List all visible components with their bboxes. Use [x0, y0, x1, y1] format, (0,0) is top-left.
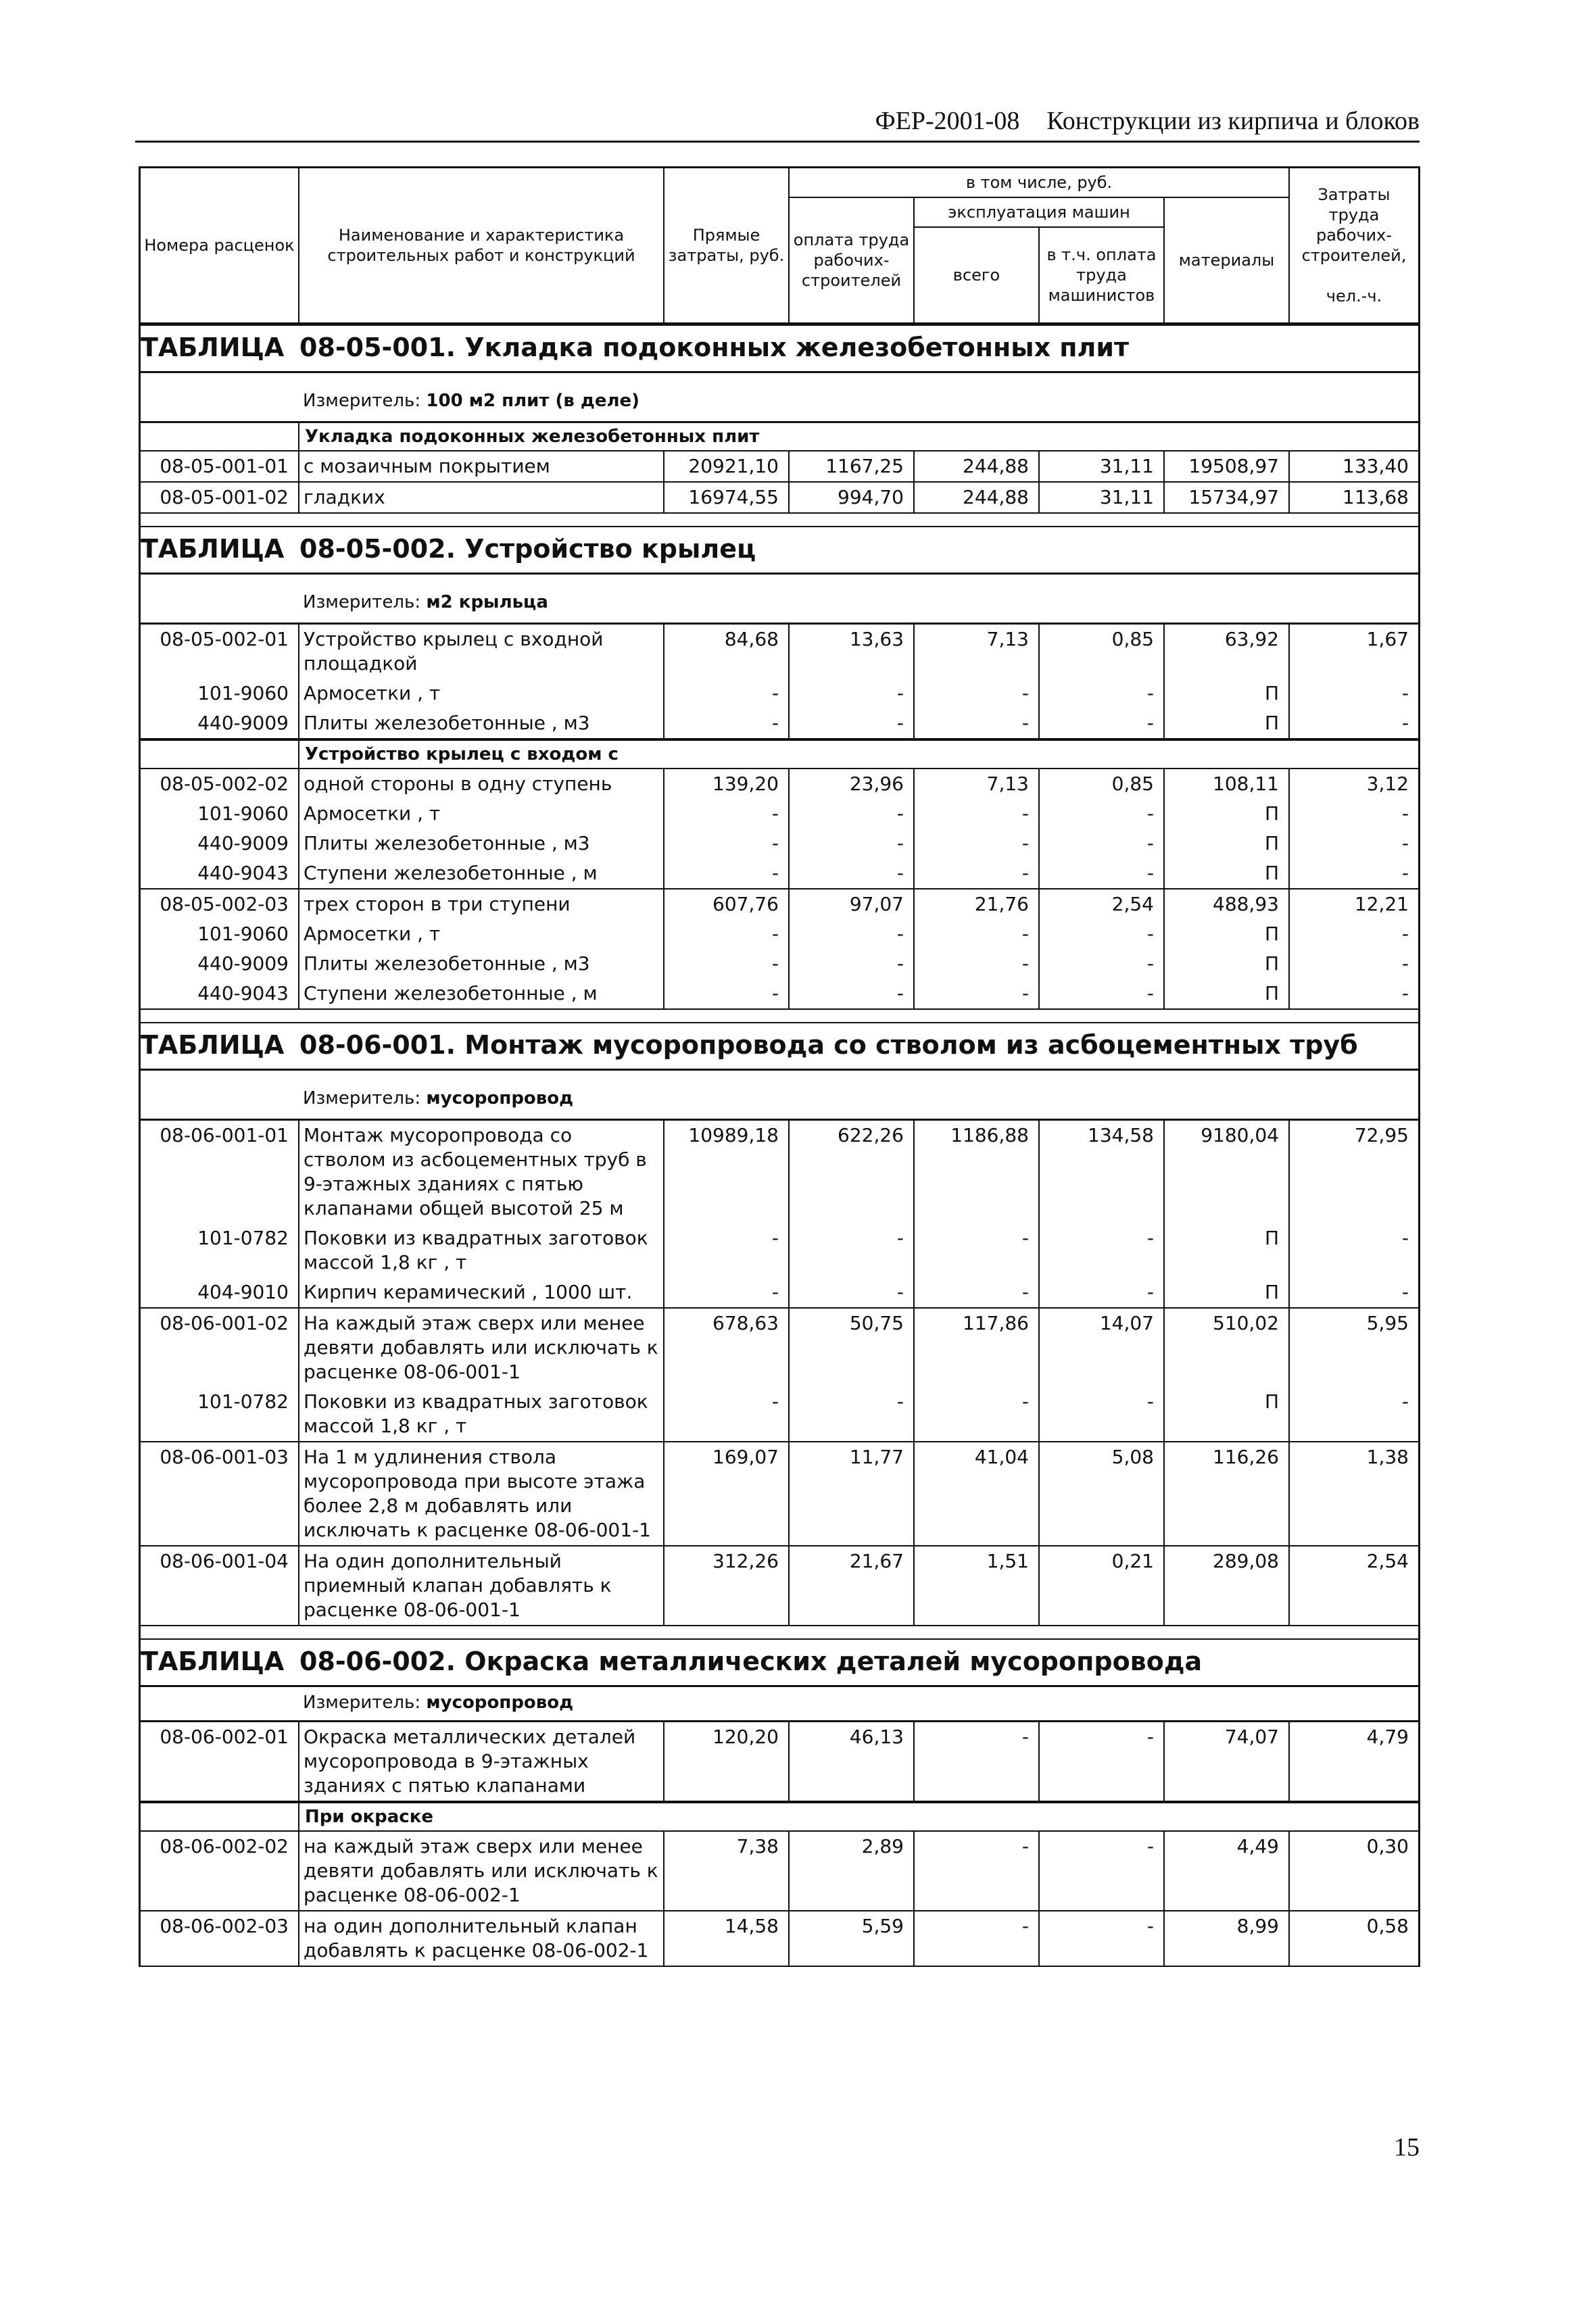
direct-cost-cell: - [664, 1223, 790, 1277]
machines-total-cell: - [915, 708, 1040, 738]
table-row [141, 1832, 1418, 1910]
materials-cell: 9180,04 [1165, 1121, 1290, 1223]
labor-pay-cell: - [790, 949, 915, 979]
header-labor-cost: Затраты труда рабочих-строителей, чел.-ч. [1290, 168, 1418, 324]
machines-total-cell: 117,86 [915, 1309, 1040, 1387]
labor-cost-cell: 12,21 [1354, 893, 1409, 915]
meter-row: Измеритель: мусоропровод [141, 1071, 1418, 1121]
labor-cost-cell: 133,40 [1343, 455, 1409, 477]
rates-table [139, 166, 1420, 1967]
labor-cost-cell: - [1401, 712, 1409, 734]
labor-cost-cell: 0,30 [1366, 1835, 1409, 1857]
meter-row: Измеритель: мусоропровод [141, 1687, 1418, 1722]
table-row [141, 708, 1418, 739]
table-row [141, 949, 1418, 979]
labor-cost-cell: - [1401, 1390, 1409, 1413]
machines-total-cell: 1186,88 [915, 1121, 1040, 1223]
machinist-pay-cell: 0,85 [1040, 769, 1165, 799]
materials-cell: П [1165, 708, 1290, 738]
materials-cell: 8,99 [1165, 1911, 1290, 1966]
machinist-pay-cell: - [1040, 799, 1165, 829]
work-name-cell: Монтаж мусоропровода со стволом из асбоцементных труб в 9-этажных зданиях с пятью клапанами общей высотой 25 м [299, 1121, 664, 1223]
machinist-pay-cell: 31,11 [1040, 452, 1165, 481]
table-row [141, 858, 1418, 888]
table-row [141, 1277, 1418, 1307]
machinist-pay-cell: - [1040, 979, 1165, 1008]
machinist-pay-cell: 0,85 [1040, 625, 1165, 679]
labor-cost-cell: - [1401, 832, 1409, 854]
direct-cost-cell: 14,58 [664, 1911, 790, 1966]
labor-cost-cell: 5,95 [1366, 1312, 1409, 1334]
machines-total-cell: - [915, 949, 1040, 979]
labor-cost-cell: - [1401, 1281, 1409, 1303]
rate-code-cell: 08-06-002-01 [141, 1722, 299, 1801]
direct-cost-cell: - [664, 979, 790, 1008]
rate-code-cell: 08-05-002-01 [141, 625, 299, 679]
direct-cost-cell: 139,20 [664, 769, 790, 799]
work-name-cell: Ступени железобетонные , м [299, 979, 664, 1008]
header-labor-pay: оплата труда рабочих-строителей [790, 198, 915, 324]
work-name-cell: Поковки из квадратных заготовок массой 1,8 кг , т [299, 1223, 664, 1277]
labor-pay-cell: - [790, 1277, 915, 1307]
rate-code-cell: 440-9009 [141, 708, 299, 738]
labor-pay-cell: 13,63 [790, 625, 915, 679]
table-row [141, 769, 1418, 799]
direct-cost-cell: - [664, 949, 790, 979]
work-name-cell: На один дополнительный приемный клапан добавлять к расценке 08-06-001-1 [299, 1546, 664, 1625]
section-title: ТАБЛИЦА 08-05-002. Устройство крылец [141, 527, 1418, 575]
work-name-cell: Ступени железобетонные , м [299, 858, 664, 888]
machines-total-cell: - [915, 1387, 1040, 1441]
group-row: Устройство крылец с входом с [141, 739, 1418, 769]
work-name-cell: Окраска металлических деталей мусоропровода в 9-этажных зданиях с пятью клапанами [299, 1722, 664, 1801]
machines-total-cell: - [915, 919, 1040, 949]
header-machines-total: всего [915, 228, 1040, 324]
header-code: Номера расценок [141, 168, 299, 324]
work-name-cell: На каждый этаж сверх или менее девяти добавлять или исключать к расценке 08-06-001-1 [299, 1309, 664, 1387]
direct-cost-cell: - [664, 1277, 790, 1307]
machines-total-cell: 21,76 [915, 890, 1040, 919]
labor-pay-cell: 2,89 [790, 1832, 915, 1910]
work-name-cell: Плиты железобетонные , м3 [299, 829, 664, 858]
machinist-pay-cell: - [1040, 858, 1165, 888]
rate-code-cell: 440-9043 [141, 858, 299, 888]
work-name-cell: одной стороны в одну ступень [299, 769, 664, 799]
table-row [141, 919, 1418, 949]
work-name-cell: гладких [299, 483, 664, 512]
rate-code-cell: 08-06-002-03 [141, 1911, 299, 1966]
rate-code-cell: 440-9009 [141, 949, 299, 979]
direct-cost-cell: 678,63 [664, 1309, 790, 1387]
materials-cell: 4,49 [1165, 1832, 1290, 1910]
direct-cost-cell: - [664, 1387, 790, 1441]
header-machines: эксплуатация машин [915, 198, 1165, 228]
direct-cost-cell: 7,38 [664, 1832, 790, 1910]
labor-cost-cell: 2,54 [1366, 1550, 1409, 1572]
table-row [141, 1441, 1418, 1545]
labor-pay-cell: 11,77 [790, 1442, 915, 1545]
labor-cost-cell: - [1401, 682, 1409, 704]
table-row [141, 625, 1418, 679]
work-name-cell: Плиты железобетонные , м3 [299, 949, 664, 979]
rate-code-cell: 08-06-001-02 [141, 1309, 299, 1387]
work-name-cell: на один дополнительный клапан добавлять к расценке 08-06-002-1 [299, 1911, 664, 1966]
machinist-pay-cell: 14,07 [1040, 1309, 1165, 1387]
header-direct: Прямые затраты, руб. [664, 168, 790, 324]
machines-total-cell: - [915, 1722, 1040, 1801]
machinist-pay-cell: 0,21 [1040, 1546, 1165, 1625]
machinist-pay-cell: - [1040, 708, 1165, 738]
direct-cost-cell: - [664, 799, 790, 829]
labor-cost-cell: 1,38 [1366, 1446, 1409, 1468]
materials-cell: П [1165, 979, 1290, 1008]
document-code: ФЕР-2001-08 [875, 107, 1020, 135]
work-name-cell: с мозаичным покрытием [299, 452, 664, 481]
machinist-pay-cell: - [1040, 1832, 1165, 1910]
materials-cell: П [1165, 1223, 1290, 1277]
group-row: Укладка подоконных железобетонных плит [141, 423, 1418, 452]
machines-total-cell: 41,04 [915, 1442, 1040, 1545]
table-row [141, 1307, 1418, 1387]
materials-cell: П [1165, 679, 1290, 708]
meter-row: Измеритель: 100 м2 плит (в деле) [141, 373, 1418, 423]
labor-cost-cell: - [1401, 862, 1409, 884]
machines-total-cell: - [915, 1223, 1040, 1277]
table-row [141, 829, 1418, 858]
machines-total-cell: 244,88 [915, 452, 1040, 481]
machines-total-cell: 1,51 [915, 1546, 1040, 1625]
work-name-cell: на каждый этаж сверх или менее девяти добавлять или исключать к расценке 08-06-002-1 [299, 1832, 664, 1910]
table-row [141, 481, 1418, 514]
header-machinist-pay: в т.ч. оплата труда машинистов [1040, 228, 1165, 324]
labor-cost-cell: 0,58 [1366, 1915, 1409, 1937]
labor-cost-cell: 1,67 [1366, 628, 1409, 650]
labor-pay-cell: - [790, 799, 915, 829]
machinist-pay-cell: - [1040, 679, 1165, 708]
table-row [141, 799, 1418, 829]
rate-code-cell: 08-05-001-02 [141, 483, 299, 512]
materials-cell: П [1165, 829, 1290, 858]
direct-cost-cell: 84,68 [664, 625, 790, 679]
work-name-cell: трех сторон в три ступени [299, 890, 664, 919]
header-including: в том числе, руб. [790, 168, 1290, 198]
materials-cell: 74,07 [1165, 1722, 1290, 1801]
running-header [135, 101, 1420, 143]
labor-pay-cell: 1167,25 [790, 452, 915, 481]
direct-cost-cell: 607,76 [664, 890, 790, 919]
rate-code-cell: 101-0782 [141, 1223, 299, 1277]
materials-cell: П [1165, 858, 1290, 888]
machines-total-cell: - [915, 1832, 1040, 1910]
direct-cost-cell: 10989,18 [664, 1121, 790, 1223]
labor-pay-cell: 97,07 [790, 890, 915, 919]
materials-cell: П [1165, 949, 1290, 979]
machines-total-cell: 7,13 [915, 769, 1040, 799]
table-row [141, 979, 1418, 1010]
table-row [141, 1910, 1418, 1967]
materials-cell: 116,26 [1165, 1442, 1290, 1545]
machines-total-cell: - [915, 979, 1040, 1008]
meter-row: Измеритель: м2 крыльца [141, 575, 1418, 625]
direct-cost-cell: - [664, 708, 790, 738]
rate-code-cell: 101-9060 [141, 919, 299, 949]
rate-code-cell: 440-9009 [141, 829, 299, 858]
labor-pay-cell: - [790, 708, 915, 738]
page-number: 15 [1394, 2133, 1420, 2162]
materials-cell: 15734,97 [1165, 483, 1290, 512]
machinist-pay-cell: 134,58 [1040, 1121, 1165, 1223]
direct-cost-cell: 120,20 [664, 1722, 790, 1801]
rate-code-cell: 08-06-001-03 [141, 1442, 299, 1545]
labor-pay-cell: - [790, 858, 915, 888]
labor-cost-cell: - [1401, 952, 1409, 975]
table-spacer [141, 514, 1418, 527]
section-title: ТАБЛИЦА 08-05-001. Укладка подоконных железобетонных плит [141, 326, 1418, 373]
labor-pay-cell: 50,75 [790, 1309, 915, 1387]
table-row [141, 1387, 1418, 1441]
work-name-cell: Армосетки , т [299, 919, 664, 949]
table-header [141, 168, 1418, 326]
labor-cost-cell: - [1401, 1227, 1409, 1249]
rate-code-cell: 101-9060 [141, 799, 299, 829]
labor-pay-cell: 994,70 [790, 483, 915, 512]
labor-pay-cell: - [790, 1223, 915, 1277]
labor-pay-cell: 622,26 [790, 1121, 915, 1223]
materials-cell: П [1165, 799, 1290, 829]
labor-pay-cell: 46,13 [790, 1722, 915, 1801]
table-row [141, 888, 1418, 919]
direct-cost-cell: 169,07 [664, 1442, 790, 1545]
group-row: При окраске [141, 1802, 1418, 1832]
materials-cell: П [1165, 919, 1290, 949]
work-name-cell: Армосетки , т [299, 679, 664, 708]
labor-pay-cell: - [790, 979, 915, 1008]
labor-pay-cell: 5,59 [790, 1911, 915, 1966]
labor-cost-cell: 113,68 [1343, 486, 1409, 508]
materials-cell: 510,02 [1165, 1309, 1290, 1387]
rate-code-cell: 08-06-001-04 [141, 1546, 299, 1625]
materials-cell: 19508,97 [1165, 452, 1290, 481]
machinist-pay-cell: - [1040, 1911, 1165, 1966]
work-name-cell: Кирпич керамический , 1000 шт. [299, 1277, 664, 1307]
labor-pay-cell: 21,67 [790, 1546, 915, 1625]
work-name-cell: Армосетки , т [299, 799, 664, 829]
labor-pay-cell: - [790, 1387, 915, 1441]
machinist-pay-cell: - [1040, 1387, 1165, 1441]
direct-cost-cell: - [664, 679, 790, 708]
labor-cost-cell: 3,12 [1366, 773, 1409, 795]
rate-code-cell: 101-9060 [141, 679, 299, 708]
direct-cost-cell: 312,26 [664, 1546, 790, 1625]
machines-total-cell: - [915, 799, 1040, 829]
work-name-cell: Устройство крылец с входной площадкой [299, 625, 664, 679]
labor-cost-cell: 72,95 [1354, 1124, 1409, 1146]
rate-code-cell: 404-9010 [141, 1277, 299, 1307]
materials-cell: П [1165, 1387, 1290, 1441]
direct-cost-cell: - [664, 858, 790, 888]
machines-total-cell: 7,13 [915, 625, 1040, 679]
table-row [141, 679, 1418, 708]
direct-cost-cell: - [664, 829, 790, 858]
materials-cell: 108,11 [1165, 769, 1290, 799]
machines-total-cell: - [915, 679, 1040, 708]
machinist-pay-cell: - [1040, 1722, 1165, 1801]
labor-pay-cell: - [790, 829, 915, 858]
work-name-cell: На 1 м удлинения ствола мусоропровода при высоте этажа более 2,8 м добавлять или исключать к расценке 08-06-001-1 [299, 1442, 664, 1545]
materials-cell: 63,92 [1165, 625, 1290, 679]
machines-total-cell: - [915, 829, 1040, 858]
materials-cell: П [1165, 1277, 1290, 1307]
table-spacer [141, 1626, 1418, 1640]
table-row [141, 1223, 1418, 1277]
machinist-pay-cell: 31,11 [1040, 483, 1165, 512]
materials-cell: 488,93 [1165, 890, 1290, 919]
machinist-pay-cell: 5,08 [1040, 1442, 1165, 1545]
rate-code-cell: 440-9043 [141, 979, 299, 1008]
work-name-cell: Плиты железобетонные , м3 [299, 708, 664, 738]
direct-cost-cell: 20921,10 [664, 452, 790, 481]
table-row [141, 1722, 1418, 1802]
section-title: ТАБЛИЦА 08-06-001. Монтаж мусоропровода со стволом из асбоцементных труб [141, 1023, 1418, 1071]
rate-code-cell: 08-05-002-03 [141, 890, 299, 919]
labor-pay-cell: - [790, 919, 915, 949]
machinist-pay-cell: 2,54 [1040, 890, 1165, 919]
table-row [141, 1545, 1418, 1626]
table-row [141, 452, 1418, 481]
machinist-pay-cell: - [1040, 1223, 1165, 1277]
labor-cost-cell: - [1401, 923, 1409, 945]
machines-total-cell: - [915, 1277, 1040, 1307]
labor-cost-cell: 4,79 [1366, 1726, 1409, 1748]
materials-cell: 289,08 [1165, 1546, 1290, 1625]
table-spacer [141, 1010, 1418, 1023]
direct-cost-cell: 16974,55 [664, 483, 790, 512]
document-title: Конструкции из кирпича и блоков [1046, 107, 1420, 135]
machinist-pay-cell: - [1040, 1277, 1165, 1307]
rate-code-cell: 08-06-001-01 [141, 1121, 299, 1223]
labor-cost-cell: - [1401, 982, 1409, 1004]
section-title: ТАБЛИЦА 08-06-002. Окраска металлических деталей мусоропровода [141, 1640, 1418, 1687]
machinist-pay-cell: - [1040, 919, 1165, 949]
header-name: Наименование и характеристика строительных работ и конструкций [299, 168, 664, 324]
machinist-pay-cell: - [1040, 829, 1165, 858]
rate-code-cell: 08-05-001-01 [141, 452, 299, 481]
rate-code-cell: 08-06-002-02 [141, 1832, 299, 1910]
labor-cost-cell: - [1401, 802, 1409, 825]
labor-pay-cell: 23,96 [790, 769, 915, 799]
direct-cost-cell: - [664, 919, 790, 949]
labor-pay-cell: - [790, 679, 915, 708]
rate-code-cell: 08-05-002-02 [141, 769, 299, 799]
machinist-pay-cell: - [1040, 949, 1165, 979]
machines-total-cell: - [915, 858, 1040, 888]
work-name-cell: Поковки из квадратных заготовок массой 1,8 кг , т [299, 1387, 664, 1441]
machines-total-cell: 244,88 [915, 483, 1040, 512]
machines-total-cell: - [915, 1911, 1040, 1966]
header-materials: материалы [1165, 198, 1290, 324]
rate-code-cell: 101-0782 [141, 1387, 299, 1441]
table-row [141, 1121, 1418, 1223]
